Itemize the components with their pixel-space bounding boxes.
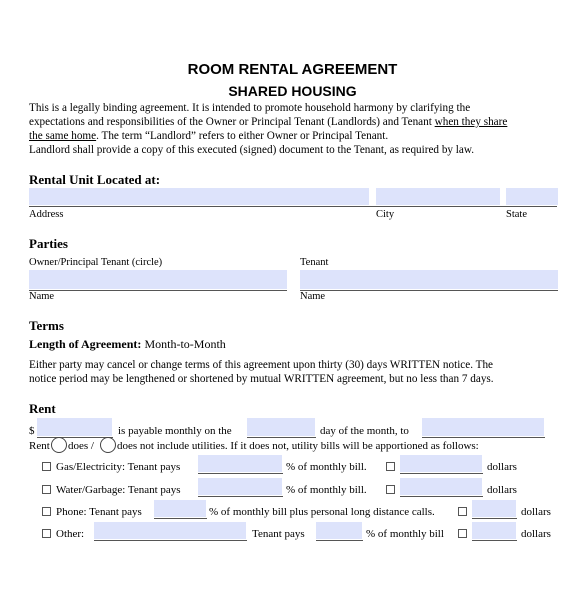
phone-checkbox[interactable] [42, 507, 51, 516]
other-dollars-checkbox[interactable] [458, 529, 467, 538]
dollar-sign: $ [29, 425, 35, 437]
water-dollars-underline [400, 496, 483, 497]
terms-heading: Terms [29, 318, 64, 333]
length-label: Length of Agreement: [29, 337, 142, 351]
other-dollars-label: dollars [521, 528, 551, 540]
address-field[interactable] [29, 188, 369, 205]
gas-checkbox[interactable] [42, 462, 51, 471]
water-percent-underline [198, 496, 283, 497]
intro-share-phrase: when they share [434, 116, 508, 128]
state-field[interactable] [506, 188, 558, 205]
owner-name-underline [29, 290, 287, 291]
address-underline [29, 206, 557, 207]
notice-line-1: Either party may cancel or change terms of this agreement upon thirty (30) days WRITTEN notice. The [29, 359, 494, 371]
tenant-name-label: Name [300, 291, 326, 302]
payable-text: is payable monthly on the [118, 425, 232, 437]
gas-percent-text: % of monthly bill. [286, 461, 367, 473]
rent-day-underline [247, 437, 316, 438]
gas-dollars-checkbox[interactable] [386, 462, 395, 471]
length-value: Month-to-Month [141, 337, 226, 351]
does-not-include-circle[interactable] [100, 437, 116, 453]
other-tenant-pays: Tenant pays [252, 528, 305, 540]
other-dollars-underline [472, 540, 517, 541]
city-label: City [376, 209, 395, 220]
other-label: Other: [56, 528, 85, 540]
payee-underline [422, 437, 545, 438]
payee-field[interactable] [422, 418, 544, 436]
other-percent-field[interactable] [316, 522, 362, 539]
gas-percent-underline [198, 473, 283, 474]
does-text: does / [68, 440, 94, 452]
intro-line-1: This is a legally binding agreement. It is intended to promote household harmony by clarifying the [29, 102, 471, 114]
owner-label: Owner/Principal Tenant (circle) [29, 257, 163, 268]
water-percent-text: % of monthly bill. [286, 484, 367, 496]
phone-label: Phone: Tenant pays [56, 506, 142, 518]
other-percent-underline [316, 540, 363, 541]
other-description-field[interactable] [94, 522, 246, 539]
state-label: State [506, 209, 527, 220]
tenant-label: Tenant [300, 257, 329, 268]
phone-percent-field[interactable] [154, 500, 206, 517]
gas-dollars-field[interactable] [400, 455, 482, 472]
gas-label: Gas/Electricity: Tenant pays [56, 461, 181, 473]
does-include-circle[interactable] [51, 437, 67, 453]
city-field[interactable] [376, 188, 500, 205]
intro-line-3 [29, 129, 388, 143]
phone-percent-text: % of monthly bill plus personal long distance calls. [209, 506, 435, 518]
intro-same-home-phrase: the same home [29, 130, 97, 142]
rent-amount-underline [37, 437, 113, 438]
notice-line-2: notice period may be lengthened or shortened by mutual WRITTEN agreement, but no less than 7 days. [29, 373, 494, 385]
gas-percent-field[interactable] [198, 455, 282, 472]
intro-line-2-text: expectations and responsibilities of the Owner or Principal Tenant (Landlords) and Tenant [29, 116, 435, 128]
other-description-underline [94, 540, 247, 541]
tenant-name-field[interactable] [300, 270, 558, 289]
rent-word: Rent [29, 440, 50, 452]
gas-dollars-underline [400, 473, 483, 474]
phone-dollars-checkbox[interactable] [458, 507, 467, 516]
gas-dollars-label: dollars [487, 461, 517, 473]
water-checkbox[interactable] [42, 485, 51, 494]
phone-dollars-field[interactable] [472, 500, 516, 517]
water-dollars-label: dollars [487, 484, 517, 496]
other-dollars-field[interactable] [472, 522, 516, 539]
owner-name-label: Name [29, 291, 55, 302]
rent-heading: Rent [29, 401, 56, 416]
day-text: day of the month, to [320, 425, 409, 437]
water-dollars-checkbox[interactable] [386, 485, 395, 494]
phone-dollars-label: dollars [521, 506, 551, 518]
rental-unit-heading: Rental Unit Located at: [29, 172, 161, 187]
water-dollars-field[interactable] [400, 478, 482, 495]
length-of-agreement [29, 337, 226, 352]
address-label: Address [29, 209, 64, 220]
phone-percent-underline [154, 518, 207, 519]
phone-dollars-underline [472, 518, 517, 519]
intro-line-3-text: . The term “Landlord” refers to either Owner or Principal Tenant. [96, 130, 389, 142]
owner-name-field[interactable] [29, 270, 287, 289]
other-percent-text: % of monthly bill [366, 528, 444, 540]
parties-heading: Parties [29, 236, 68, 251]
document-subtitle: SHARED HOUSING [228, 83, 357, 99]
intro-line-4: Landlord shall provide a copy of this executed (signed) document to the Tenant, as required by law. [29, 144, 475, 156]
does-not-text: does not include utilities. If it does not, utility bills will be apportioned as follows: [117, 440, 479, 452]
water-percent-field[interactable] [198, 478, 282, 495]
rent-amount-field[interactable] [37, 418, 112, 436]
document-title: ROOM RENTAL AGREEMENT [187, 61, 398, 78]
other-checkbox[interactable] [42, 529, 51, 538]
tenant-name-underline [300, 290, 558, 291]
water-label: Water/Garbage: Tenant pays [56, 484, 181, 496]
intro-line-2 [29, 115, 507, 129]
rent-day-field[interactable] [247, 418, 315, 436]
